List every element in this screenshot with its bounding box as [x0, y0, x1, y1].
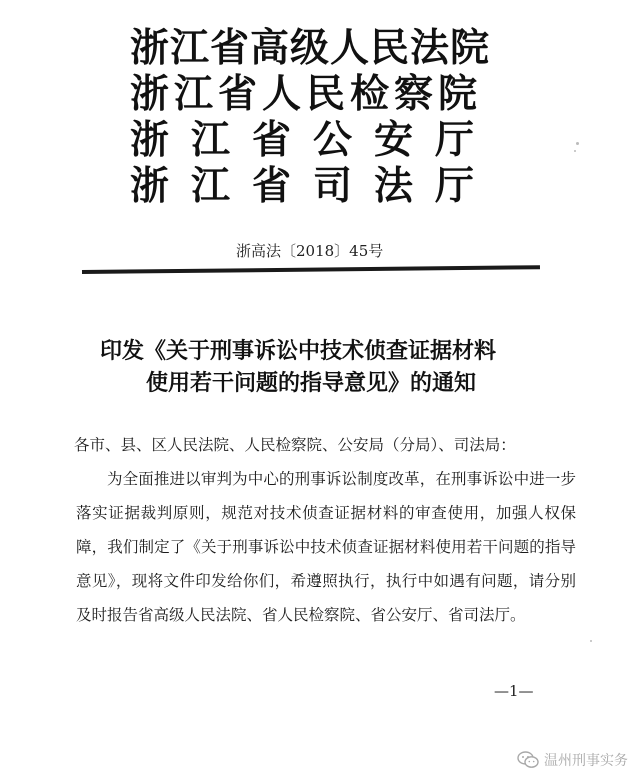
header-divider — [82, 265, 540, 274]
title-line-1: 印发《关于刑事诉讼中技术侦查证据材料 — [100, 338, 497, 364]
document-number: 浙高法〔2018〕45号 — [236, 242, 384, 260]
issuer-justice-department: 浙江省司法厅 — [130, 164, 497, 209]
title-line-2: 使用若干问题的指导意见》的通知 — [146, 370, 477, 396]
scan-speck — [590, 640, 592, 642]
wechat-icon — [517, 751, 539, 769]
scan-speck — [576, 142, 579, 145]
watermark — [517, 750, 628, 770]
issuing-authorities — [130, 26, 510, 210]
issuer-public-security: 浙江省公安厅 — [130, 118, 497, 163]
scan-speck — [574, 150, 576, 152]
document-body — [76, 428, 576, 632]
document-title — [90, 335, 570, 399]
page-number: —1— — [494, 682, 534, 700]
watermark-text: 温州刑事实务 — [544, 753, 628, 769]
issuer-high-court: 浙江省高级人民法院 — [130, 26, 491, 71]
salutation: 各市、县、区人民法院、人民检察院、公安局（分局）、司法局： — [74, 436, 516, 454]
issuer-procuratorate: 浙江省人民检察院 — [130, 72, 483, 117]
body-paragraph: 为全面推进以审判为中心的刑事诉讼制度改革，在刑事诉讼中进一步落实证据裁判原则，规范对技术侦查证据材料的审查使用，加强人权保障，我们制定了《关于刑事诉讼中技术侦查证据材料使用若干问题的指导意见》，现将文件印发给你们，希遵照执行，执行中如遇有问题，请分别及时报告省高级人民法院、省人民检察院、省公安厅、省司法厅。 — [76, 470, 576, 624]
